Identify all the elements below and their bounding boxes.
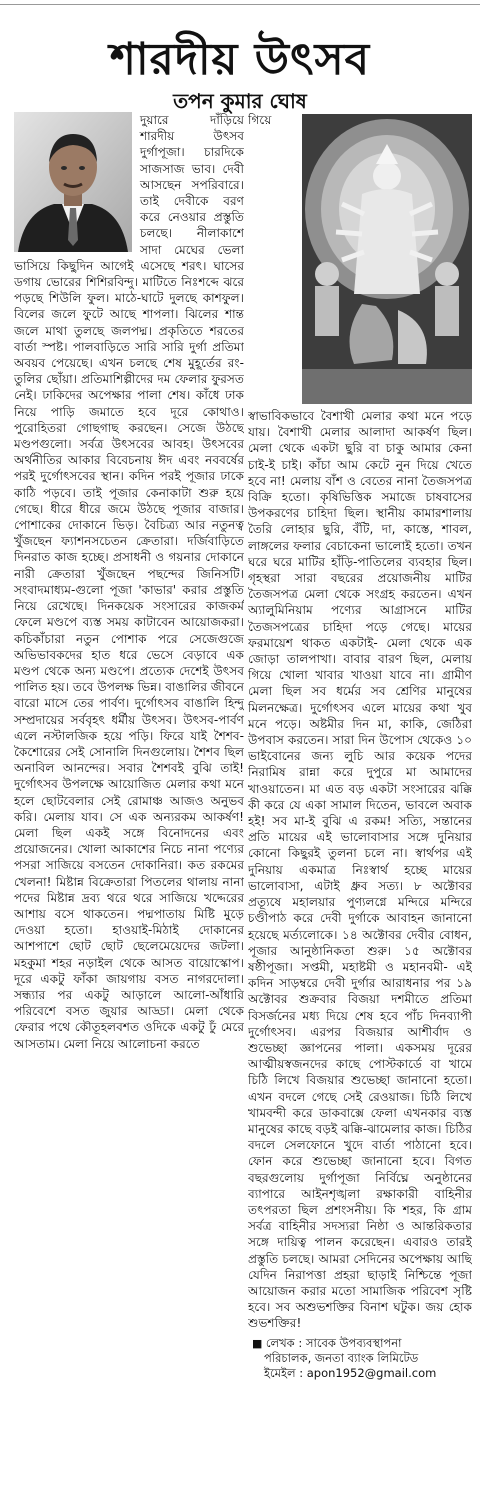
author-byline: তপন কুমার ঘোষ	[173, 89, 307, 113]
square-bullet-icon: ■	[252, 1336, 266, 1350]
author-credit	[248, 1336, 472, 1381]
credit-line-role: পরিচালক, জনতা ব্যাংক লিমিটেড	[264, 1350, 419, 1365]
left-column-text: দুয়ারে দাঁড়িয়ে শারদীয় উৎসব দুর্গাপূজা। চারদিকে সাজসাজ ভাব। দেবী আসছেন সপরিবারে। তাই দেবীকে বরণ করে নেওয়ার প্রস্তুতি চলছে। নীলাকাশে সাদা মেঘের ভেলা ভাসিয়ে কিছুদিন আগেই এসেছে শরৎ। ঘাসের ডগায় ভোরের শিশিরবিন্দু। মাটিতে নিঃশব্দে ঝরে পড়ছে শিউলি ফুল। মাঠে-ঘাটে দুলছে কাশফুল। বিলের জলে ফুটে আছে শাপলা। ঝিলের শান্ত জলে মাথা তুলছে জলপদ্ম। প্রকৃতিতে শরতের বার্তা স্পষ্ট। পালবাড়িতে সারি সারি দুর্গা প্রতিমা অবয়ব পেয়েছে। এখন চলছে শেষ মুহূর্তের রং-তুলির ছোঁয়া। প্রতিমাশিল্পীদের দম ফেলার ফুরসত নেই। ঢাকিদের অপেক্ষার পালা শেষ। কাঁধে ঢাক নিয়ে পাড়ি জমাতে হবে দূরে কোথাও। পুরোহিতরা গোছগাছ করছেন। সেজে উঠছে মণ্ডপগুলো। সর্বত্র উৎসবের আবহ। উৎসবের অর্থনীতির আকার বিবেচনায় ঈদ এবং নববর্ষের পরই দুর্গোৎসবের স্থান। কদিন পরই পূজার ঢাকে কাঠি পড়বে। তাই পূজার কেনাকাটা শুরু হয়ে গেছে। ধীরে ধীরে জমে উঠছে পূজার বাজার। পোশাকের দোকানে ভিড়। বৈচিত্র্য আর নতুনত্ব খুঁজছেন ফ্যাশনসচেতন ক্রেতারা। দর্জিবাড়িতে দিনরাত কাজ হচ্ছে। প্রসাধনী ও গয়নার দোকানে নারী ক্রেতারা খুঁজছেন পছন্দের জিনিসটি। সংবাদমাধ্যম-গুলো পূজা 'কাভার' করার প্রস্তুতি নিয়ে রেখেছে। দিনকয়েক সংসারের কাজকর্ম ফেলে মণ্ডপে ব্যস্ত সময় কাটাবেন আয়োজকরা। কচিকাঁচারা নতুন পোশাক পরে সেজেগুজে অভিভাবকদের হাত ধরে ভেসে বেড়াবে এক মণ্ডপ থেকে অন্য মণ্ডপে। প্রত্যেক দেশেই উৎসব পালিত হয়। তবে উপলক্ষ ভিন্ন। বাঙালির জীবনে বারো মাসে তের পার্বণ। দুর্গোৎসব বাঙালি হিন্দু সম্প্রদায়ের সর্ববৃহৎ ধর্মীয় উৎসব। উৎসব-পার্বণ এলে নস্টালজিক হয়ে পড়ি। ফিরে যাই শৈশব-কৈশোরের সেই সোনালি দিনগুলোয়। শৈশব ছিল অনাবিল আনন্দের। সবার শৈশবই বুঝি তাই! দুর্গোৎসব উপলক্ষে আয়োজিত মেলার কথা মনে হলে ছোটবেলার সেই রোমাঞ্চ আজও অনুভব করি। মেলায় যাব। সে এক অন্যরকম আকর্ষণ! মেলা ছিল একই সঙ্গে বিনোদনের এবং প্রয়োজনের। খোলা আকাশের নিচে নানা পণ্যের পসরা সাজিয়ে বসতেন দোকানিরা। কত রকমের খেলনা! মিষ্টান্ন বিক্রেতারা পিতলের থালায় নানা পদের মিষ্টান্ন দ্রব্য থরে থরে সাজিয়ে খদ্দেরের আশায় বসে থাকতেন। পদ্মপাতায় মিষ্টি মুড়ে দেওয়া হতো। হাওয়াই-মিঠাই দোকানের আশপাশে ছোট ছোট ছেলেমেয়েদের জটলা। মহকুমা শহর নড়াইল থেকে আসত বায়োস্কোপ। দূরে একটু ফাঁকা জায়গায় বসত নাগরদোলা। সন্ধ্যার পর একটু আড়ালে আলো-আঁধারি পরিবেশে বসত জুয়ার আড্ডা। মেলা থেকে ফেরার পথে কৌতূহলবশত ওদিকে একটু ঢুঁ মেরে আসতাম। মেলা নিয়ে আলোচনা করতে	[14, 113, 244, 1051]
credit-line-author	[248, 1336, 472, 1351]
right-column	[248, 112, 472, 1472]
left-column	[14, 112, 244, 1472]
top-rule	[0, 0, 480, 5]
durga-idol-photo	[302, 114, 472, 404]
credit-line-email: ইমেইল : apon1952@gmail.com	[264, 1365, 437, 1380]
credit-line1: লেখক : সাবেক উপব্যবস্থাপনা	[265, 1335, 402, 1350]
right-column-text	[248, 112, 472, 1332]
right-column-body: গিয়ে স্বাভাবিকভাবে বৈশাখী মেলার কথা মনে পড়ে যায়। বৈশাখী মেলার আলাদা আকর্ষণ ছিল। মেলা থেকে একটা ছুরি বা চাকু আমার কেনা চাই-ই চাই। কাঁচা আম কেটে নুন দিয়ে খেতে হবে না! মেলায় বাঁশ ও বেতের নানা তৈজসপত্র বিক্রি হতো। কৃষিভিত্তিক সমাজে চাষবাসের উপকরণের চাহিদা ছিল। স্থানীয় কামারশালায় তৈরি লোহার ছুরি, বঁটি, দা, কাস্তে, শাবল, লাঙ্গলের ফলার বেচাকেনা ভালোই হতো। তখন ঘরে ঘরে মাটির হাঁড়ি-পাতিলের ব্যবহার ছিল। গৃহস্থরা সারা বছরের প্রয়োজনীয় মাটির তৈজসপত্র মেলা থেকে সংগ্রহ করতেন। এখন অ্যালুমিনিয়াম পণ্যের আগ্রাসনে মাটির তৈজসপত্রের চাহিদা পড়ে গেছে। মায়ের ফরমায়েশ থাকত একটাই- মেলা থেকে এক জোড়া তালপাখা। বাবার বারণ ছিল, মেলায় গিয়ে খোলা খাবার খাওয়া যাবে না। গ্রামীণ মেলা ছিল সব ধর্মের সব শ্রেণির মানুষের মিলনক্ষেত্র। দুর্গোৎসব এলে মায়ের কথা খুব মনে পড়ে। অষ্টমীর দিন মা, কাকি, জেঠিরা উপবাস করতেন। সারা দিন উপোস থেকেও ১০ ভাইবোনের জন্য লুচি আর কয়েক পদের নিরামিষ রান্না করে দুপুরে মা আমাদের খাওয়াতেন। মা এত বড় একটা সংসারের ঝক্কি কী করে যে একা সামাল দিতেন, ভাবলে অবাক হই! সব মা-ই বুঝি এ রকম! সত্যি, সন্তানের প্রতি মায়ের এই ভালোবাসার সঙ্গে দুনিয়ার কোনো কিছুরই তুলনা চলে না। স্বার্থপর এই দুনিয়ায় একমাত্র নিঃস্বার্থ হচ্ছে মায়ের ভালোবাসা, এটাই ধ্রুব সত্য। ৮ অক্টোবর প্রত্যূষে মহালয়ার পুণ্যলগ্নে মন্দিরে মন্দিরে চণ্ডীপাঠ করে দেবী দুর্গাকে আবাহন জানানো হয়েছে মর্ত্যলোকে। ১৪ অক্টোবর দেবীর বোধন, পূজার আনুষ্ঠানিকতা শুরু। ১৫ অক্টোবর ষষ্ঠীপূজা। সপ্তমী, মহাষ্টমী ও মহানবমী- এই কদিন সাড়ম্বরে দেবী দুর্গার আরাধনার পর ১৯ অক্টোবর শুক্রবার বিজয়া দশমীতে প্রতিমা বিসর্জনের মধ্য দিয়ে শেষ হবে পাঁচ দিনব্যাপী দুর্গোৎসব। এরপর বিজয়ার আশীর্বাদ ও শুভেচ্ছা জ্ঞাপনের পালা। একসময় দূরের আত্মীয়স্বজনদের কাছে পোস্টকার্ডে বা খামে চিঠি লিখে বিজয়ার শুভেচ্ছা জানানো হতো। এখন বদলে গেছে সেই রেওয়াজ। চিঠি লিখে খামবন্দী করে ডাকবাক্সে ফেলা এখনকার ব্যস্ত মানুষের কাছে বড়ই ঝক্কি-ঝামেলার কাজ। চিঠির বদলে সেলফোনে খুদে বার্তা পাঠানো হবে। ফোন করে শুভেচ্ছা জানানো হবে। বিগত বছরগুলোয় দুর্গাপূজা নির্বিঘ্নে অনুষ্ঠানের ব্যাপারে আইনশৃঙ্খলা রক্ষাকারী বাহিনীর তৎপরতা ছিল প্রশংসনীয়। কি শহর, কি গ্রাম সর্বত্র বাহিনীর সদস্যরা নিষ্ঠা ও আন্তরিকতার সঙ্গে দায়িত্ব পালন করেছেন। এবারও তারই প্রস্তুতি চলছে। আমরা সেদিনের অপেক্ষায় আছি যেদিন নিরাপত্তা প্রহরা ছাড়াই নিশ্চিন্তে পূজা আয়োজন করার মতো সামাজিক পরিবেশ সৃষ্টি হবে। সব অশুভশক্তির বিনাশ ঘটুক। জয় হোক শুভশক্তির!	[248, 113, 472, 1331]
author-photo	[14, 112, 132, 252]
article-title: শারদীয় উৎসব	[109, 34, 371, 85]
